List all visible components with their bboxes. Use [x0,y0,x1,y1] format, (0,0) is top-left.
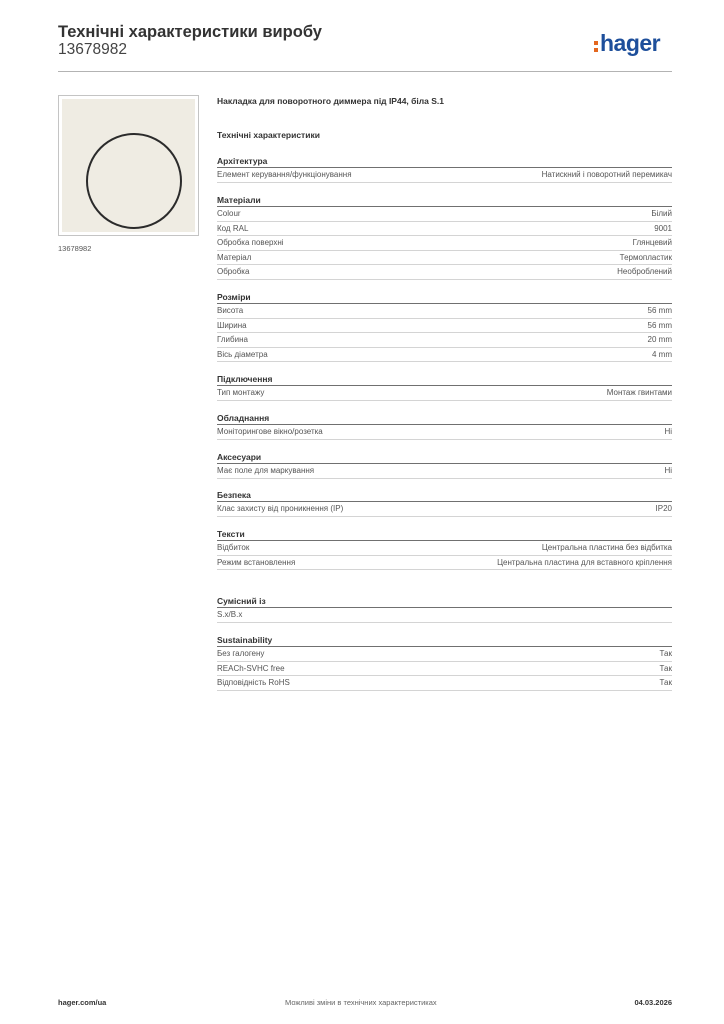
spec-label: Висота [217,306,244,315]
spec-value: Центральна пластина без відбитка [541,543,672,552]
product-code: 13678982 [58,41,127,58]
spec-row [217,168,672,183]
spec-value: Так [659,678,672,687]
spec-row [217,319,672,334]
spec-row [217,236,672,251]
spec-value: 4 mm [652,349,672,359]
spec-value: 9001 [654,223,672,233]
spec-row [217,333,672,348]
section-title: Тексти [217,528,672,541]
product-name: Накладка для поворотного диммера під IP44, біла S.1 [217,96,445,106]
spec-label: Вісь діаметра [217,349,268,359]
cover-plate-image [62,99,195,232]
section-title: Sustainability [217,634,672,647]
spec-value: Термопластик [619,252,672,262]
spec-row [217,556,672,571]
spec-label: Colour [217,209,241,218]
section-connection [217,373,672,401]
section-title: Обладнання [217,412,672,425]
spec-row [217,541,672,556]
spec-value: Монтаж гвинтами [606,388,672,397]
spec-label: S.x/B.x [217,610,243,619]
spec-label: Тип монтажу [217,388,265,397]
spec-row [217,207,672,222]
footer-date: 04.03.2026 [634,998,672,1007]
spec-value: Центральна пластина для вставного кріплення [497,557,672,567]
dimmer-ring-icon [86,133,182,229]
header-divider [58,71,672,72]
spec-label: REACh-SVHC free [217,663,285,673]
spec-row [217,348,672,363]
hager-logo[interactable] [594,30,674,60]
spec-label: Обробка поверхні [217,238,284,247]
spec-label: Обробка [217,267,250,276]
spec-row [217,608,672,623]
spec-label: Моніторингове вікно/розетка [217,427,323,436]
spec-row [217,251,672,266]
spec-value: IP20 [655,504,672,513]
section-title: Матеріали [217,194,672,207]
spec-row [217,386,672,401]
footer-disclaimer: Можливі зміни в технічних характеристиках [285,998,437,1007]
section-compatible [217,595,672,623]
section-title: Безпека [217,489,672,502]
spec-value: Натискний і поворотний перемикач [541,170,672,179]
spec-label: Ширина [217,320,247,330]
spec-label: Код RAL [217,223,249,233]
image-caption: 13678982 [58,244,92,253]
spec-label: Клас захисту від проникнення (IP) [217,504,344,513]
spec-label: Відбиток [217,543,250,552]
page-title: Технічні характеристики виробу [58,23,322,41]
spec-row [217,647,672,662]
spec-label: Елемент керування/функціонування [217,170,352,179]
spec-label: Відповідність RoHS [217,678,290,687]
spec-row [217,502,672,517]
section-equipment [217,412,672,440]
spec-row [217,304,672,319]
logo-text: hager [600,30,661,56]
spec-value: Глянцевий [632,238,672,247]
section-sustainability [217,634,672,691]
spec-row [217,265,672,280]
section-architecture [217,155,672,183]
footer-website-link[interactable]: hager.com/ua [58,998,107,1007]
section-title: Аксесуари [217,451,672,464]
section-safety [217,489,672,517]
spec-heading: Технічні характеристики [217,130,320,140]
spec-label: Режим встановлення [217,557,296,567]
section-texts [217,528,672,570]
section-accessories [217,451,672,479]
logo-dots-icon [594,41,598,55]
section-title: Розміри [217,291,672,304]
spec-value: Ні [664,427,672,436]
spec-value: Білий [651,209,672,218]
spec-row [217,464,672,479]
spec-row [217,662,672,677]
spec-label: Без галогену [217,649,265,658]
section-dimensions [217,291,672,362]
spec-value: Так [659,649,672,658]
spec-row [217,425,672,440]
spec-value: 56 mm [647,320,672,330]
spec-row [217,222,672,237]
spec-value: 20 mm [647,335,672,344]
product-image [58,95,199,236]
spec-label: Має поле для маркування [217,466,315,475]
spec-row [217,676,672,691]
section-title: Сумісний із [217,595,672,608]
section-title: Архітектура [217,155,672,168]
section-materials [217,194,672,280]
spec-value: Так [659,663,672,673]
section-title: Підключення [217,373,672,386]
spec-label: Матеріал [217,252,252,262]
spec-value: 56 mm [647,306,672,315]
spec-value: Ні [664,466,672,475]
spec-value: Необроблений [617,267,672,276]
spec-label: Глибина [217,335,248,344]
